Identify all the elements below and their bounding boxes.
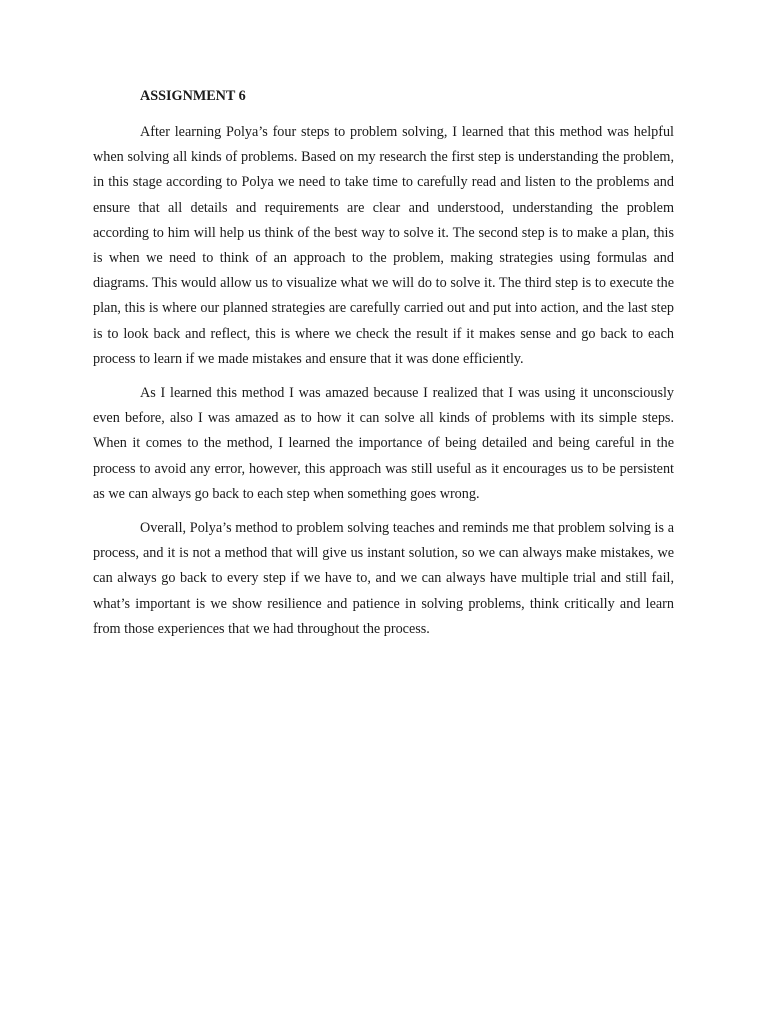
document-page [93, 85, 674, 651]
paragraph-2: As I learned this method I was amazed because I realized that I was using it unconsciously even before, also I was amazed as to how it can solve all kinds of problems with its simple steps. When it comes to the method, I learned the importance of being detailed and being careful in the process to avoid any error, however, this approach was still useful as it encourages us to be persistent as we can always go back to each step when something goes wrong. [93, 385, 674, 502]
paragraph-1: After learning Polya’s four steps to problem solving, I learned that this method was helpful when solving all kinds of problems. Based on my research the first step is understanding the problem, in this stage according to Polya we need to take time to carefully read and listen to the problems and ensure that all details and requirements are clear and understood, understanding the problem according to him will help us think of the best way to solve it. The second step is to make a plan, this is when we need to think of an approach to the problem, making strategies using formulas and diagrams. This would allow us to visualize what we will do to solve it. The third step is to execute the plan, this is where our planned strategies are carefully carried out and put into action, and the last step is to look back and reflect, this is where we check the result if it makes sense and go back to each process to learn if we made mistakes and ensure that it was done efficiently. [93, 124, 674, 367]
document-title: ASSIGNMENT 6 [140, 88, 246, 104]
paragraph-3: Overall, Polya’s method to problem solving teaches and reminds me that problem solving is a process, and it is not a method that will give us instant solution, so we can always make mistakes, we can always go back to every step if we have to, and we can always have multiple trial and still fail, what’s important is we show resilience and patience in solving problems, think critically and learn from those experiences that we had throughout the process. [93, 520, 674, 637]
